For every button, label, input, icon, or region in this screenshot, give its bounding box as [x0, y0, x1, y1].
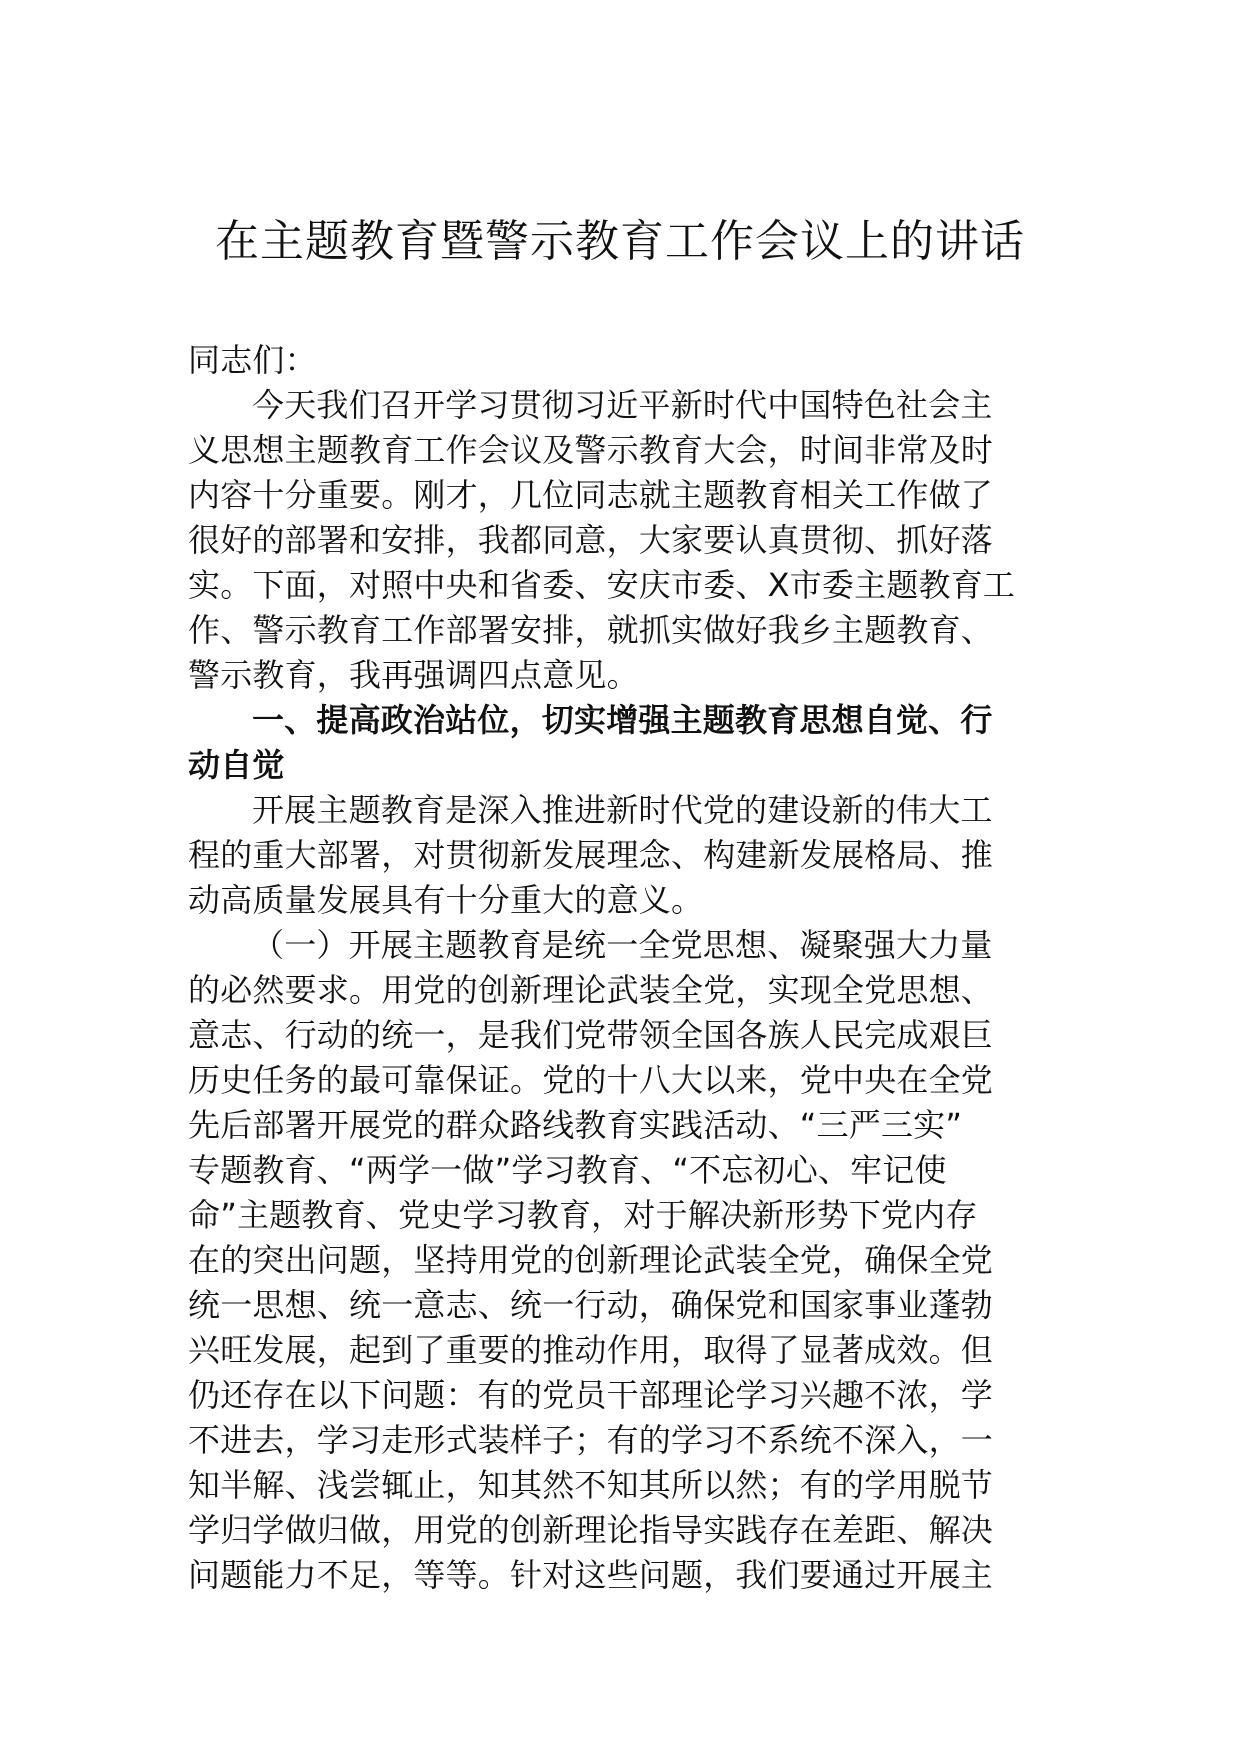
text-line: 知半解、浅尝辄止，知其然不知其所以然；有的学用脱节 [188, 1466, 994, 1504]
text-line: 内容十分重要。刚才，几位同志就主题教育相关工作做了 [188, 476, 994, 514]
text-line: 动高质量发展具有十分重大的意义。 [188, 881, 704, 919]
text-line: （一）开展主题教育是统一全党思想、凝聚强大力量 [252, 926, 993, 964]
text-line: 很好的部署和安排，我都同意，大家要认真贯彻、抓好落 [188, 521, 994, 559]
text-line: 仍还存在以下问题：有的党员干部理论学习兴趣不浓，学 [188, 1376, 994, 1414]
text-line: 作、警示教育工作部署安排，就抓实做好我乡主题教育、 [188, 611, 994, 649]
section-heading-line: 一、提高政治站位，切实增强主题教育思想自觉、行 [252, 701, 993, 739]
text-line: 意志、行动的统一，是我们党带领全国各族人民完成艰巨 [188, 1016, 994, 1054]
text-line: 同志们： [188, 341, 317, 379]
text-line: 警示教育，我再强调四点意见。 [188, 656, 639, 694]
document-title: 在主题教育暨警示教育工作会议上的讲话 [215, 216, 1025, 267]
text-line: 不进去，学习走形式装样子；有的学习不系统不深入，一 [188, 1421, 994, 1459]
text-line: 今天我们召开学习贯彻习近平新时代中国特色社会主 [252, 386, 993, 424]
text-line: 兴旺发展，起到了重要的推动作用，取得了显著成效。但 [188, 1331, 994, 1369]
text-line: 历史任务的最可靠保证。党的十八大以来，党中央在全党 [188, 1061, 994, 1099]
text-line: 学归学做归做，用党的创新理论指导实践存在差距、解决 [188, 1511, 994, 1549]
text-line: 问题能力不足，等等。针对这些问题，我们要通过开展主 [188, 1556, 994, 1594]
text-line: 专题教育、“两学一做”学习教育、“不忘初心、牢记使 [188, 1151, 947, 1189]
text-line: 开展主题教育是深入推进新时代党的建设新的伟大工 [252, 791, 993, 829]
text-line: 实。下面，对照中央和省委、安庆市委、X市委主题教育工 [188, 566, 1016, 604]
text-line: 先后部署开展党的群众路线教育实践活动、“三严三实” [188, 1106, 963, 1144]
text-line: 的必然要求。用党的创新理论武装全党，实现全党思想、 [188, 971, 994, 1009]
section-heading-line: 动自觉 [188, 746, 285, 784]
text-line: 程的重大部署，对贯彻新发展理念、构建新发展格局、推 [188, 836, 994, 874]
text-line: 统一思想、统一意志、统一行动，确保党和国家事业蓬勃 [188, 1286, 994, 1324]
text-line: 在的突出问题，坚持用党的创新理论武装全党，确保全党 [188, 1241, 994, 1279]
text-line: 义思想主题教育工作会议及警示教育大会，时间非常及时 [188, 431, 994, 469]
text-line: 命”主题教育、党史学习教育，对于解决新形势下党内存 [188, 1196, 978, 1234]
document-body [188, 338, 1058, 1598]
